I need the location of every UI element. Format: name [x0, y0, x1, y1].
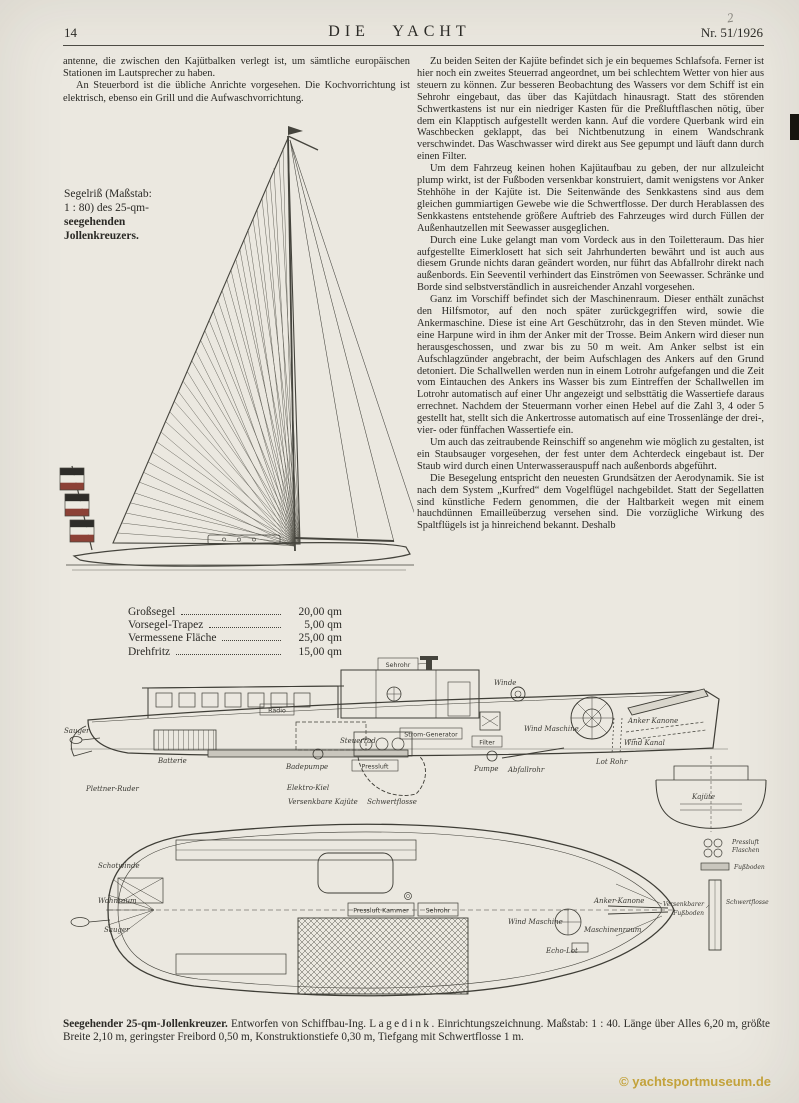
mast-position [405, 893, 412, 900]
drawing-label: Wohnraum [98, 897, 137, 905]
porthole [252, 538, 255, 541]
scan-edge-mark [790, 114, 799, 140]
cross-section [656, 756, 766, 950]
steering-wheel [387, 687, 401, 701]
designer-name: Lagedink [369, 1018, 432, 1030]
filter-label-box [472, 736, 502, 747]
wind-channel [626, 722, 704, 732]
fin-detail [709, 880, 721, 950]
drawing-label: Lot Rohr [596, 758, 628, 766]
sailplan-caption [64, 187, 182, 243]
cabin-window [156, 693, 172, 707]
drawing-label: Versenkbarer [662, 901, 704, 908]
porthole [237, 538, 240, 541]
drawing-label: Schotwinde [98, 862, 140, 870]
dot-leader [222, 640, 281, 641]
left-column-text [63, 56, 410, 105]
caption-lead: Seegehender 25-qm-Jollenkreuzer. [63, 1018, 228, 1030]
filter-box [480, 712, 500, 730]
paragraph: Die Besegelung entspricht den neuesten Grundsätzen der Aerodynamik. Sie ist nach dem System „Kurfred“ dem Vogelflügel nachgebildet. Statt der Segellatten sind künstliche Federn genommen, die der Haltbarkeit wegen mit einem hauchdünnen Emailleüberzug versehen sind. Die vorzügliche Wirkung des Spaltflügels ist ja hinreichend bekannt. Deshalb [417, 472, 764, 532]
drawing-label: Wind Maschine [508, 918, 563, 926]
page-title: DIE YACHT [328, 23, 471, 40]
drawing-label: Anker Kanone [628, 717, 679, 725]
echo-lot-box [572, 943, 588, 952]
floor-detail [701, 863, 729, 870]
side-berth [176, 954, 286, 974]
air-bottle [714, 839, 722, 847]
gaff [288, 136, 318, 150]
drawing-label: Echo-Lot [546, 947, 578, 955]
cabin-profile [208, 535, 280, 544]
vacuum-nozzle-plan [71, 918, 89, 927]
drawing-label: Schwertflosse [367, 798, 417, 806]
drawing-label: Steuerrad [340, 737, 376, 745]
drawing-label: Batterie [158, 757, 187, 765]
pencil-annotation: 2 [725, 9, 735, 26]
measurement-row [128, 619, 342, 632]
drawing-label: Pressluft Kammer [353, 907, 409, 915]
measurement-label: Drehfritz [128, 645, 171, 658]
cabin-window [294, 693, 310, 707]
construction-drawing [56, 654, 770, 1018]
drawing-label: Pressluft [732, 839, 760, 846]
signal-flags [60, 468, 94, 542]
pressluft-label-box [352, 760, 398, 771]
drawing-label: Versenkbare Kajüte [288, 798, 358, 806]
waste-pipe [502, 748, 564, 758]
cabin-window [225, 693, 241, 707]
drawing-label: Elektro-Kiel [286, 784, 330, 792]
plan-view [71, 824, 674, 995]
dot-leader [176, 654, 281, 655]
battery-box [154, 730, 216, 750]
watermark: © yachtsportmuseum.de [619, 1074, 771, 1089]
folding-table [318, 853, 393, 893]
page-number: 14 [64, 25, 77, 40]
cabin-window [248, 693, 264, 707]
issue-number: Nr. 51/1926 [700, 25, 763, 40]
dot-leader [209, 627, 281, 628]
air-bottle [714, 849, 722, 857]
measurement-value: 25,00 qm [298, 632, 342, 645]
air-bottle [704, 849, 712, 857]
cabin-window [202, 693, 218, 707]
radio-label-box [260, 704, 294, 715]
wind-machine-plan [555, 909, 581, 935]
drawing-label: Wind Maschine [524, 725, 579, 733]
drawing-label: Radio [268, 707, 286, 715]
caption-line: Jollenkreuzers. [64, 230, 139, 242]
hull-side-outline [88, 691, 719, 756]
sinkable-floor-hatch [298, 918, 468, 994]
drawing-label: Flaschen [732, 847, 760, 854]
sehrohr-label-box [378, 658, 418, 670]
drawing-label: Sehrohr [425, 907, 451, 915]
drawing-label: Maschinenraum [584, 926, 642, 934]
aft-cabin [148, 686, 338, 718]
drawing-label: Badepumpe [286, 763, 329, 771]
pressluft-locker [354, 732, 412, 756]
drawing-label: Anker-Kanone [594, 897, 645, 905]
drawing-label: Kajüte [692, 793, 716, 801]
drawing-label: Strom-Generator [404, 731, 458, 739]
caption-text: . Einrichtungszeichnung. Maßstab: 1 : 40. Länge über Alles 6,20 m, größte Breite 2,10 m, geringster Freibord 0,50 m, Konstruktionstiefe 0,30 m, Tiefgang mit Schwertflosse 1 m. [63, 1018, 770, 1044]
drawing-label: Pumpe [474, 765, 499, 773]
rudder [71, 726, 92, 756]
dot-leader [181, 614, 281, 615]
drawing-label: Plettner-Ruder [86, 785, 139, 793]
drawing-label: Winde [494, 679, 517, 687]
generator-label-box [400, 728, 462, 739]
cabin-window [179, 693, 195, 707]
measurement-label: Vermessene Fläche [128, 632, 217, 645]
anchor-cannon-plan [608, 906, 668, 908]
paragraph: Ganz im Vorschiff befindet sich der Maschinenraum. Dieser enthält zunächst den Hilfsmotor, auf den noch später zurückgegriffen wird, sowie die Ankermaschine. Diese ist eine Art Geschützrohr, das in den Steven mündet. Wie eine Harpune wird in ihm der Anker mit der Trosse. Beim Ankern wird dieser nun herausgeschossen, und zwar bis zu 50 m weit. Am Anker selbst ist ein Aufschlagzünder angebracht, der beim Aufschlagen des Ankers auf den Grund detoniert. Die Schallwellen werden nun in einem Lotrohr aufgefangen und die Zeit vom Eintauchen des Ankers ins Wasser bis zum Eintreffen der Schallwellen im Lotrohr automatisch auf einer Uhr angezeigt und selbsttätig die Wassertiefe daraus errechnet. Nachdem der Steuermann vorher einen Hebel auf die Zahl 3, 4 oder 5 gestellt hat, stellt sich die Ankertrosse automatisch auf eine Trossenlänge der drei-, vier- oder fünffachen Wassertiefe ein. [417, 294, 764, 437]
paragraph: antenne, die zwischen den Kajütbalken verlegt ist, um sämtliche europäischen Stationen im Lautsprecher zu haben. [63, 56, 410, 80]
measurement-value: 20,00 qm [298, 606, 342, 618]
caption-line: seegehenden [64, 216, 126, 228]
drawing-label: Sauger [64, 727, 90, 735]
mast [288, 136, 295, 551]
electro-keel [208, 750, 408, 757]
boom [295, 538, 394, 541]
bath-pump [313, 749, 323, 759]
side-elevation [70, 656, 728, 795]
flag-staff [72, 466, 92, 550]
drawing-label: Abfallrohr [508, 766, 545, 774]
section-hull [656, 780, 766, 829]
hull-profile [74, 543, 410, 567]
right-column-text [417, 56, 764, 658]
centerboard-fin [358, 757, 426, 795]
hull-plan-outline [108, 824, 674, 995]
section-cabin [674, 766, 748, 780]
air-bottle [704, 839, 712, 847]
wind-machine-wheel [571, 697, 613, 739]
cabin-window [271, 693, 287, 707]
drawing-labels [64, 662, 769, 955]
sinkable-cabin-outline [296, 722, 366, 750]
anchor-cannon [628, 689, 708, 715]
rigging [290, 140, 414, 548]
caption-line: 1 : 80) des 25-qm- [64, 202, 149, 214]
drawing-label: Fußboden [673, 910, 704, 917]
drawing-label: Filter [479, 739, 495, 747]
porthole [222, 538, 225, 541]
pressluft-kammer-box [348, 903, 414, 916]
paragraph: Um dem Fahrzeug keinen hohen Kajütaufbau zu geben, der nur allzuleicht plump wirkt, ist der Fußboden versenkbar konstruiert, damit wenigstens vor Anker Stehhöhe in der Kajüte ist. Die Seitenwände des Senkkastens sind aus dem gleichen gummiartigen Gewebe wie die Schwertflosse. Der durch Herablassen des Senkkastens entstehende größere Auftrieb des Fahrzeuges wird durch Füllen der Außenhautzellen mit Seewasser ausgeglichen. [417, 163, 764, 234]
drawing-label: Pressluft [361, 763, 389, 771]
sail-measurements [128, 606, 342, 659]
sheet-winch-box [118, 878, 163, 903]
measurement-value: 15,00 qm [298, 645, 342, 658]
sehrohr-plan-box [418, 903, 458, 916]
measurement-value: 5,00 qm [304, 619, 342, 632]
vacuum-nozzle [70, 737, 82, 744]
sounding-tube [612, 718, 614, 754]
paragraph: Durch eine Luke gelangt man vom Vordeck aus in den Toiletteraum. Das hier aufgestellte Eimerklosett hat sich seit Jahrhunderten bewährt und ist auch aus diesem Grunde nichts daran geändert worden, nur führt das Abfallrohr direkt nach außenbords. Ein Seeventil verhindert das Einströmen von Seewasser. Schränke und Borde sind selbstverständlich in ausreichender Anzahl vorgesehen. [417, 234, 764, 294]
masthead-pennant [288, 126, 303, 135]
deckhouse [341, 670, 479, 718]
drawing-caption [63, 1018, 770, 1045]
caption-text: Entworfen von Schiffbau-Ing. [227, 1018, 370, 1030]
measurement-label: Vorsegel-Trapez [128, 619, 204, 632]
paragraph: An Steuerbord ist die übliche Anrichte vorgesehen. Die Kochvorrichtung ist elektrisch, ebenso ein Grill und die Aufwaschvorrichtung. [63, 80, 410, 104]
measurement-row [128, 646, 342, 659]
pump [487, 751, 497, 761]
caption-line: Segelriß (Maßstab: [64, 188, 152, 200]
drawing-label: Schwertflosse [726, 899, 769, 906]
drawing-label: Wind Kanal [624, 739, 665, 747]
drawing-label: Fußboden [734, 864, 765, 871]
paragraph: Um auch das zeitraubende Reinschiff so angenehm wie möglich zu gestalten, ist ein Staubsauger vorgesehen, der fest unter dem Achterdeck eingebaut ist. Der Staub wird durch einen Unterwasserauspuff nach außenbords abgeführt. [417, 437, 764, 472]
paragraph: Zu beiden Seiten der Kajüte befindet sich je ein bequemes Schlafsofa. Ferner ist hier noch ein zweites Steuerrad angeordnet, um bei schlechtem Wetter von hier aus steuern zu können. Zur besseren Beobachtung des Wassers vor dem Schiff ist ein Sehrohr eingebaut, das über das Kajütdach hinausragt. Statt des störenden Schwertkastens ist nur ein niedriger Kasten für die Preßluftflaschen nötig, über dem ein Klapptisch aufgestellt werden kann. Auf die vordere Querbank wird ein Waschbecken geklappt, das bei Nichtbenutzung in einem Wandschrank verschwindet. Das Waschwasser wird direkt aus See gepumpt und läuft dann durch einen Filter. [417, 56, 764, 163]
side-berth [176, 840, 416, 860]
measurement-row [128, 606, 342, 619]
periscope-tube [426, 656, 432, 670]
measurement-label: Großsegel [128, 606, 176, 618]
measurement-row [128, 632, 342, 645]
header-rule [63, 45, 764, 46]
drawing-label: Sehrohr [385, 662, 411, 669]
drawing-label: Sauger [104, 926, 130, 934]
winch [511, 687, 525, 701]
